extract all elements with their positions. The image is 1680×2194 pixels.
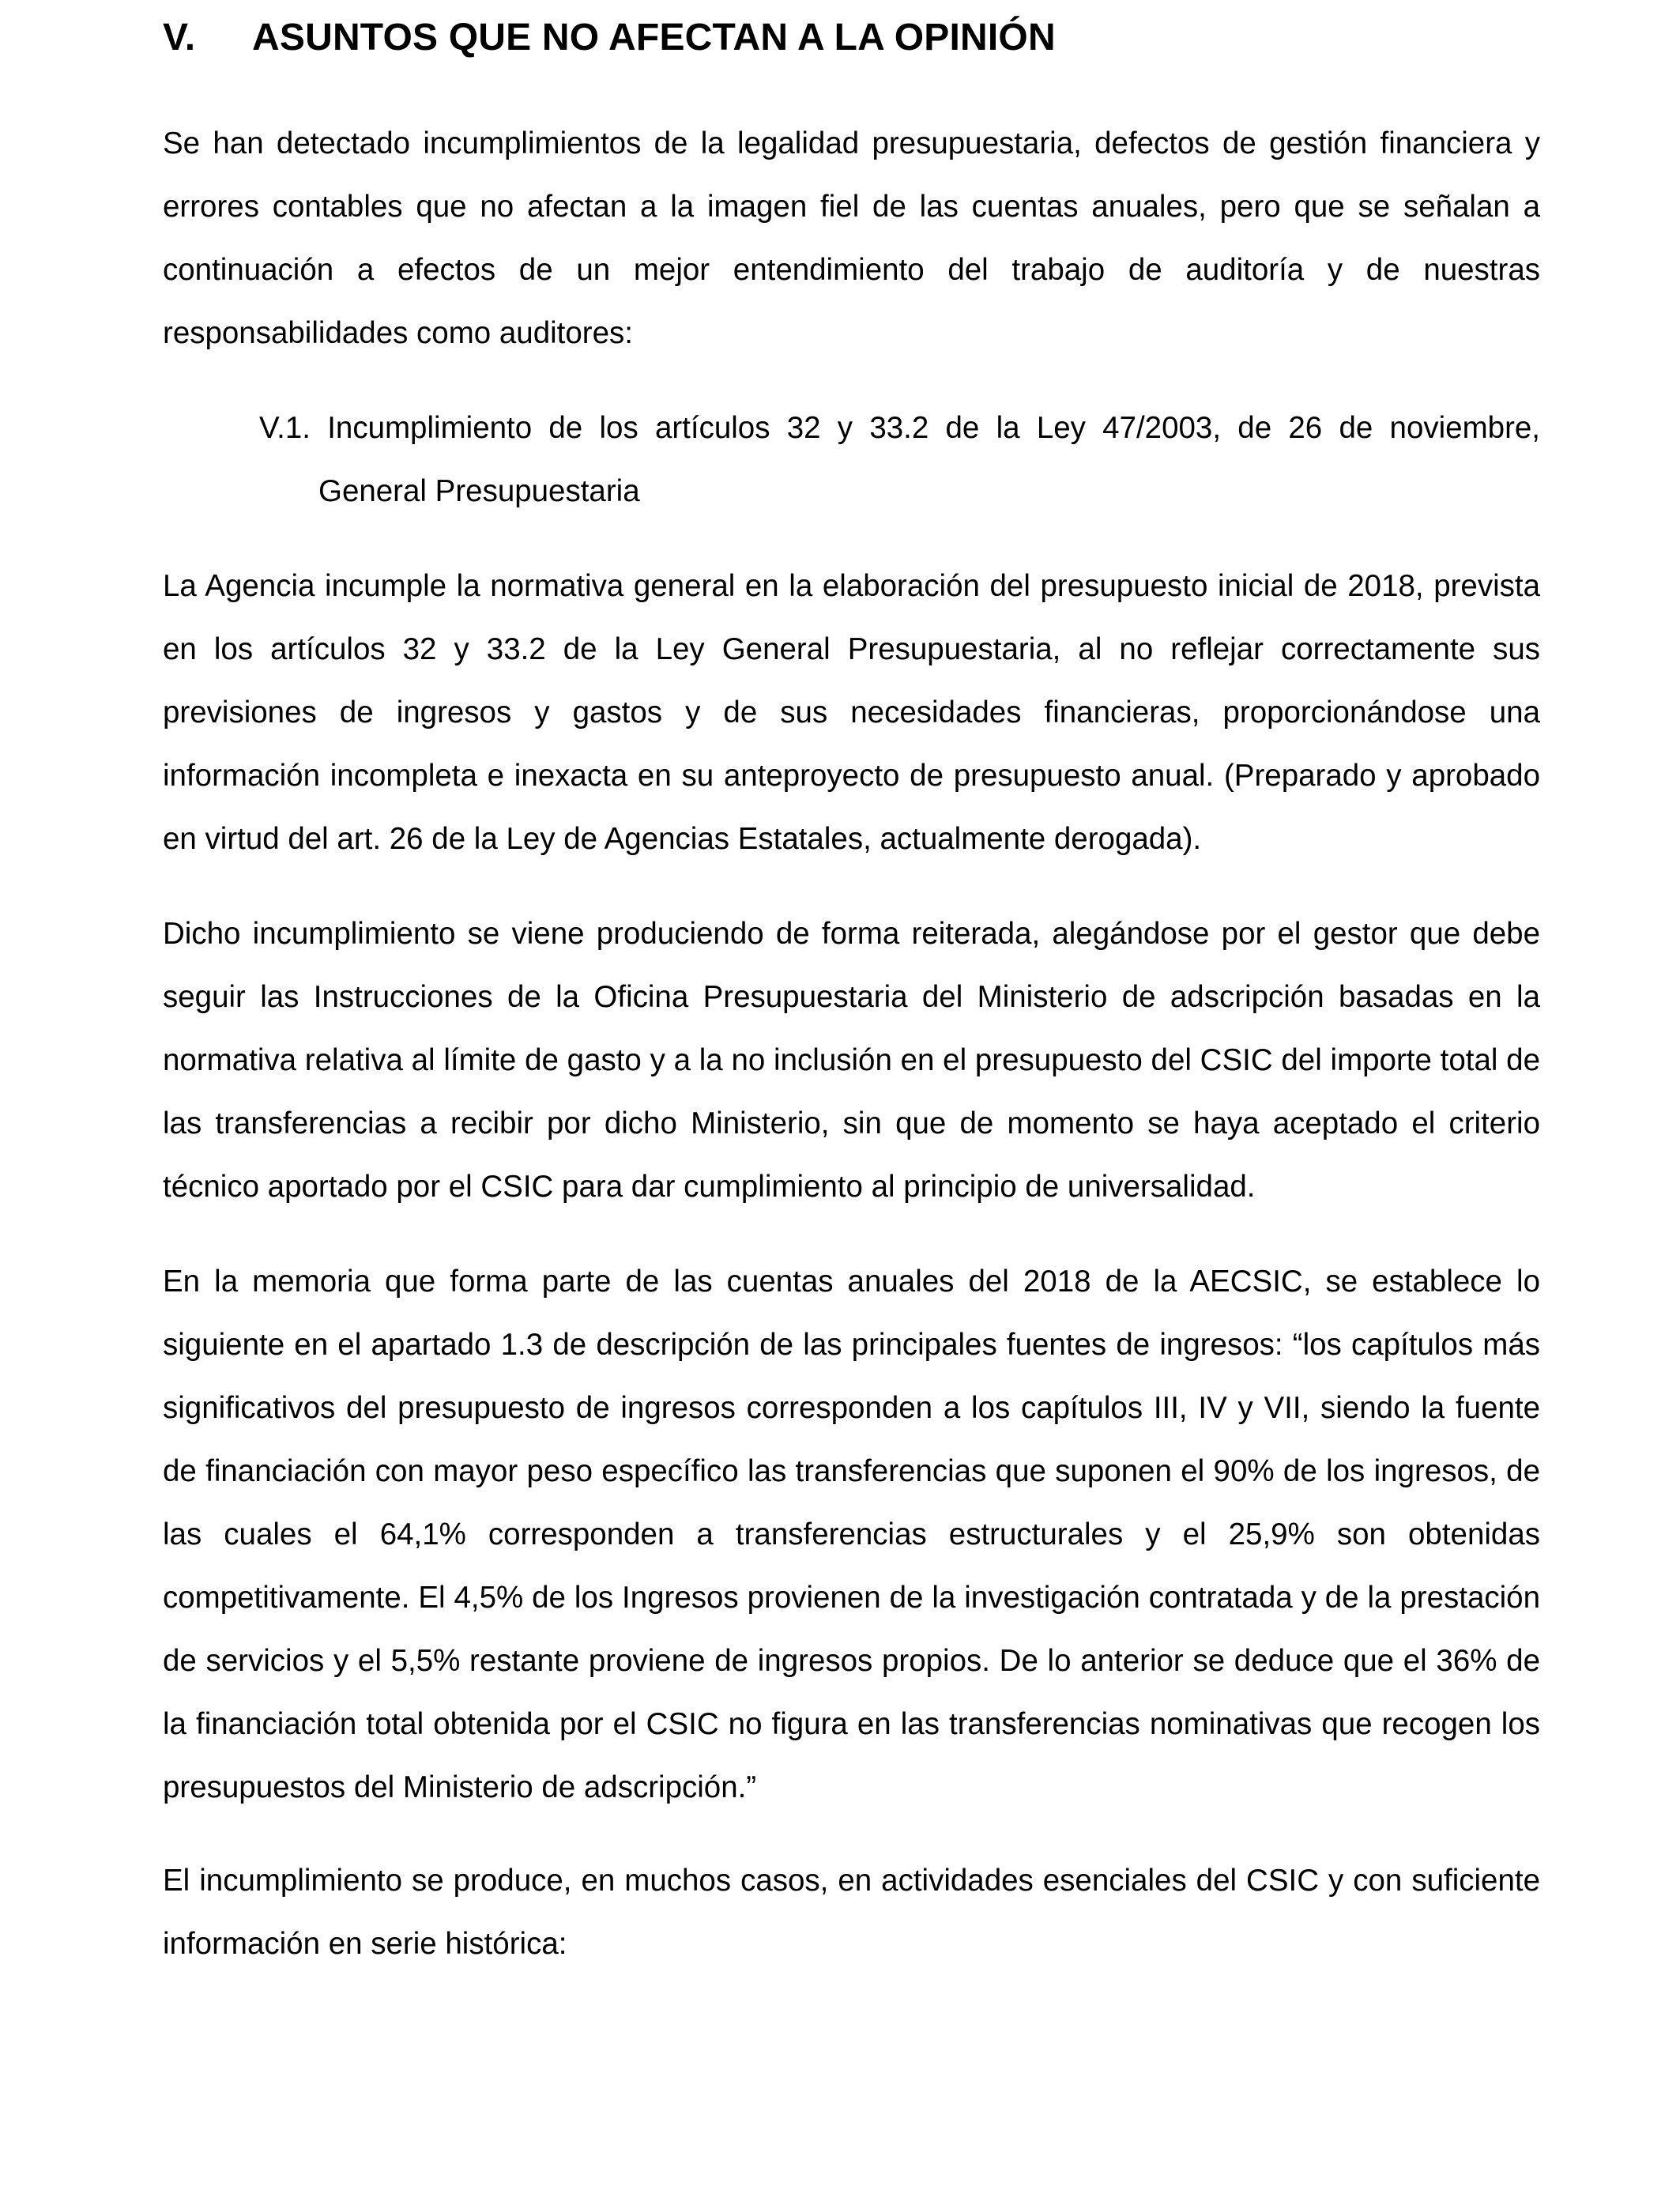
section-heading xyxy=(163,11,1540,65)
paragraph-annual-accounts-memo: En la memoria que forma parte de las cuentas anuales del 2018 de la AECSIC, se establece lo siguiente en el apartado 1.3 de descripción de las principales fuentes de ingresos: “los capítulos más significativos del presupuesto de ingresos corresponden a los capítulos III, IV y VII, siendo la fuente de financiación con mayor peso específico las transferencias que suponen el 90% de los ingresos, de las cuales el 64,1% corresponden a transferencias estructurales y el 25,9% son obtenidas competitivamente. El 4,5% de los Ingresos provienen de la investigación contratada y de la prestación de servicios y el 5,5% restante proviene de ingresos propios. De lo anterior se deduce que el 36% de la financiación total obtenida por el CSIC no figura en las transferencias nominativas que recogen los presupuestos del Ministerio de adscripción.” xyxy=(163,1265,1540,1804)
subsection-heading-line-2: General Presupuestaria xyxy=(318,474,640,508)
paragraph-historical-series: El incumplimiento se produce, en muchos casos, en actividades esenciales del CSIC y con suficiente información en serie histórica: xyxy=(163,1864,1540,1961)
section-number: V. xyxy=(163,17,196,58)
intro-paragraph: Se han detectado incumplimientos de la legalidad presupuestaria, defectos de gestión financiera y errores contables que no afectan a la imagen fiel de las cuentas anuales, pero que se señalan a continuación a efectos de un mejor entendimiento del trabajo de auditoría y de nuestras responsabilidades como auditores: xyxy=(163,126,1540,350)
paragraph-budget-noncompliance: La Agencia incumple la normativa general en la elaboración del presupuesto inicial de 2018, prevista en los artículos 32 y 33.2 de la Ley General Presupuestaria, al no reflejar correctamente sus previsiones de ingresos y gastos y de sus necesidades financieras, proporcionándose una información incompleta e inexacta en su anteproyecto de presupuesto anual. (Preparado y aprobado en virtud del art. 26 de la Ley de Agencias Estatales, actualmente derogada). xyxy=(163,569,1540,856)
subsection-heading xyxy=(259,397,1540,523)
paragraph-repeated-noncompliance: Dicho incumplimiento se viene produciendo de forma reiterada, alegándose por el gestor que debe seguir las Instrucciones de la Oficina Presupuestaria del Ministerio de adscripción basadas en la normativa relativa al límite de gasto y a la no inclusión en el presupuesto del CSIC del importe total de las transferencias a recibir por dicho Ministerio, sin que de momento se haya aceptado el criterio técnico aportado por el CSIC para dar cumplimiento al principio de universalidad. xyxy=(163,917,1540,1204)
subsection-heading-line-1: V.1. Incumplimiento de los artículos 32 y 33.2 de la Ley 47/2003, de 26 de noviembre, xyxy=(259,411,1540,445)
section-title: ASUNTOS QUE NO AFECTAN A LA OPINIÓN xyxy=(252,17,1056,58)
